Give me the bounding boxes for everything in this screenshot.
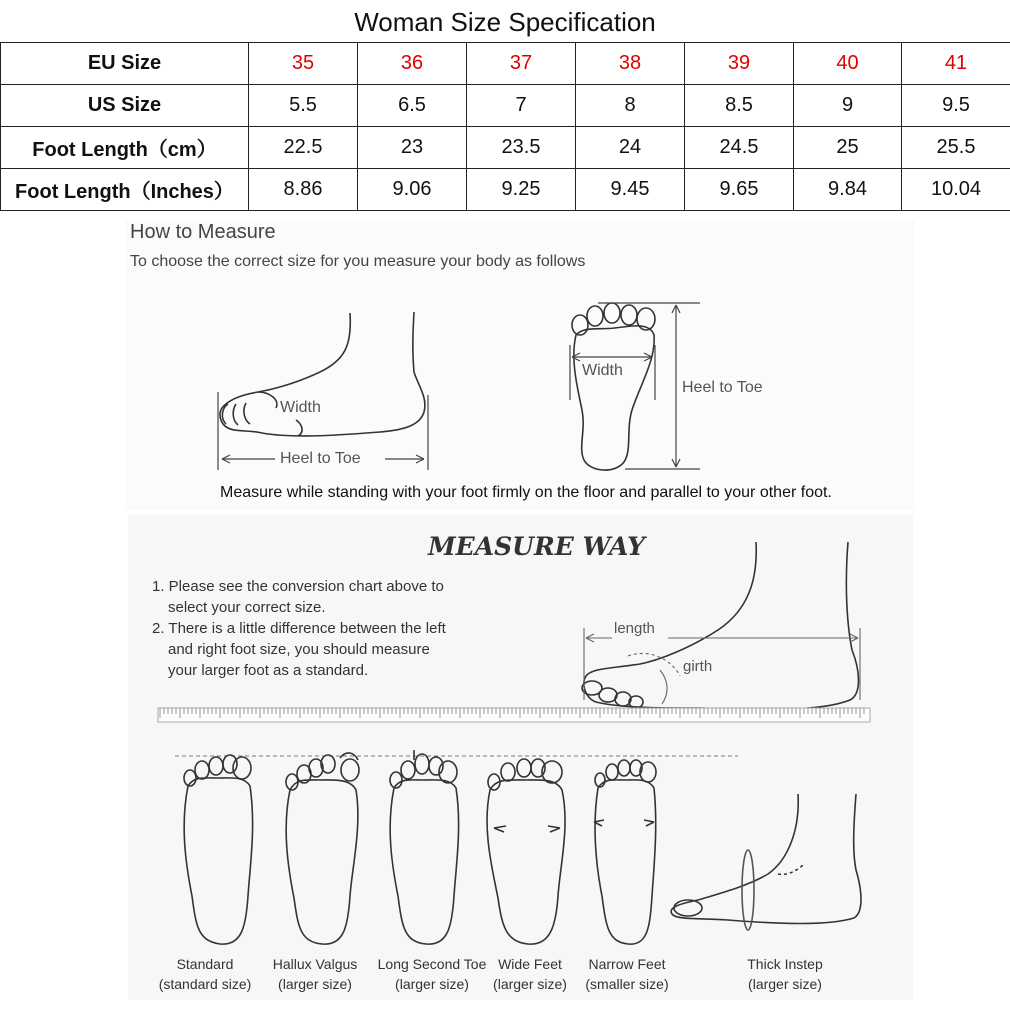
row-label: EU Size [1, 43, 249, 85]
length-label: length [614, 620, 655, 637]
foot-type-size: (larger size) [748, 976, 822, 992]
table-cell: 23 [358, 127, 467, 169]
table-cell: 8 [576, 85, 685, 127]
foot-type-size: (larger size) [395, 976, 469, 992]
table-cell: 22.5 [249, 127, 358, 169]
sole-length-label: Heel to Toe [682, 379, 763, 396]
foot-type-thick-instep [730, 954, 840, 994]
wide-feet-illustration [487, 759, 565, 944]
standard-foot-illustration [184, 755, 253, 944]
ruler-illustration [158, 708, 870, 722]
side-length-label: Heel to Toe [280, 450, 361, 467]
foot-type-long-second-toe [374, 954, 490, 994]
table-cell: 8.5 [685, 85, 794, 127]
table-cell: 9.06 [358, 169, 467, 211]
measure-instruction: Measure while standing with your foot firmly on the floor and parallel to your other foot. [220, 484, 832, 501]
measure-way-title: MEASURE WAY [428, 532, 645, 561]
table-cell: 8.86 [249, 169, 358, 211]
table-cell: 37 [467, 43, 576, 85]
step-2-line-1: 2. There is a little difference between the left [152, 620, 446, 637]
how-to-measure-subtitle: To choose the correct size for you measure your body as follows [130, 253, 586, 270]
page-title: Woman Size Specification [354, 7, 656, 37]
foot-type-hallux-valgus [260, 954, 370, 994]
long-second-toe-foot-illustration [390, 750, 459, 944]
table-cell: 9.65 [685, 169, 794, 211]
table-cell: 7 [467, 85, 576, 127]
row-label: US Size [1, 85, 249, 127]
foot-type-size: (standard size) [158, 976, 252, 992]
foot-type-size: (larger size) [493, 976, 567, 992]
table-cell: 36 [358, 43, 467, 85]
table-cell: 10.04 [902, 169, 1010, 211]
table-cell: 6.5 [358, 85, 467, 127]
girth-label: girth [683, 658, 713, 675]
step-2-line-2: and right foot size, you should measure [168, 641, 430, 658]
thick-instep-foot-illustration [671, 794, 861, 930]
table-cell: 41 [902, 43, 1010, 85]
row-label: Foot Length（Inches） [1, 169, 249, 211]
table-cell: 9 [794, 85, 902, 127]
foot-type-wide-feet [475, 954, 585, 994]
table-cell: 39 [685, 43, 794, 85]
step-2-line-3: your larger foot as a standard. [168, 662, 369, 679]
narrow-feet-illustration [594, 760, 656, 944]
foot-type-size: (smaller size) [585, 976, 669, 992]
step-1-line-2: select your correct size. [168, 599, 326, 616]
table-cell: 9.25 [467, 169, 576, 211]
foot-type-size: (larger size) [278, 976, 352, 992]
table-cell: 9.84 [794, 169, 902, 211]
table-cell: 24.5 [685, 127, 794, 169]
table-cell: 23.5 [467, 127, 576, 169]
table-cell: 9.45 [576, 169, 685, 211]
table-cell: 9.5 [902, 85, 1010, 127]
hallux-valgus-foot-illustration [286, 753, 359, 944]
foot-type-name: Long Second Toe [377, 956, 487, 972]
table-cell: 24 [576, 127, 685, 169]
table-cell: 5.5 [249, 85, 358, 127]
foot-type-name: Thick Instep [747, 956, 823, 972]
side-width-label: Width [280, 399, 321, 416]
foot-type-name: Wide Feet [498, 956, 562, 972]
table-cell: 25.5 [902, 127, 1010, 169]
foot-type-narrow-feet [572, 954, 682, 994]
sole-width-label: Width [582, 362, 623, 379]
table-cell: 40 [794, 43, 902, 85]
foot-type-name: Narrow Feet [588, 956, 666, 972]
table-cell: 25 [794, 127, 902, 169]
step-1-line-1: 1. Please see the conversion chart above to [152, 578, 444, 595]
how-to-measure-title: How to Measure [130, 221, 276, 243]
table-cell: 38 [576, 43, 685, 85]
foot-type-name: Standard [176, 956, 234, 972]
table-cell: 35 [249, 43, 358, 85]
foot-type-standard [150, 954, 260, 994]
row-label: Foot Length（cm） [1, 127, 249, 169]
foot-type-name: Hallux Valgus [272, 956, 358, 972]
